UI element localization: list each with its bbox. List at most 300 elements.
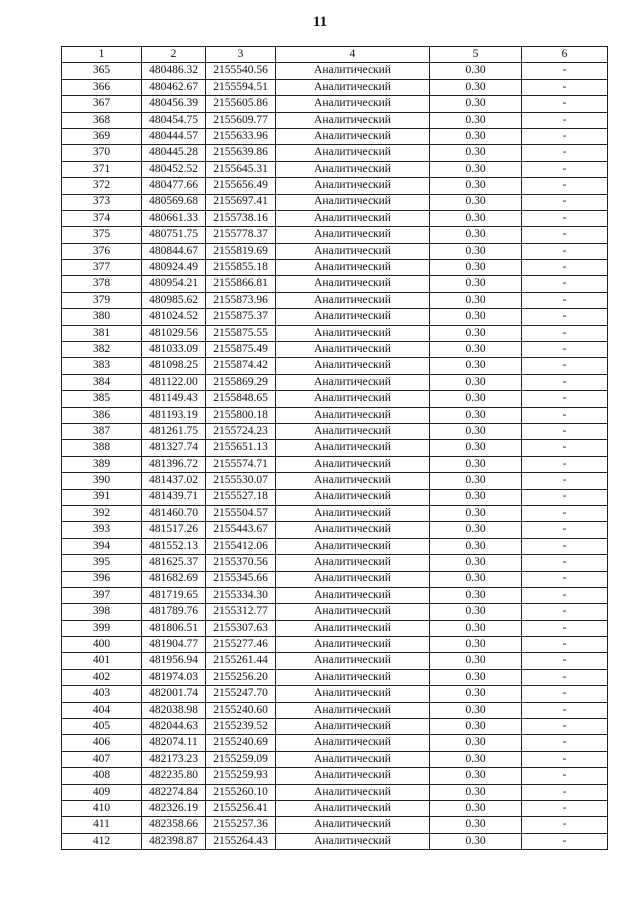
note-cell: - bbox=[522, 833, 608, 849]
x-coordinate-cell: 480954.21 bbox=[142, 276, 206, 292]
accuracy-cell: 0.30 bbox=[430, 653, 522, 669]
point-number-cell: 383 bbox=[62, 358, 142, 374]
point-number-cell: 376 bbox=[62, 243, 142, 259]
x-coordinate-cell: 481719.65 bbox=[142, 587, 206, 603]
accuracy-cell: 0.30 bbox=[430, 309, 522, 325]
accuracy-cell: 0.30 bbox=[430, 456, 522, 472]
x-coordinate-cell: 481024.52 bbox=[142, 309, 206, 325]
table-row bbox=[62, 719, 608, 735]
y-coordinate-cell: 2155345.66 bbox=[206, 571, 276, 587]
x-coordinate-cell: 481552.13 bbox=[142, 538, 206, 554]
note-cell: - bbox=[522, 112, 608, 128]
table-header-row bbox=[62, 47, 608, 63]
y-coordinate-cell: 2155633.96 bbox=[206, 128, 276, 144]
y-coordinate-cell: 2155261.44 bbox=[206, 653, 276, 669]
note-cell: - bbox=[522, 735, 608, 751]
table-row bbox=[62, 309, 608, 325]
x-coordinate-cell: 482074.11 bbox=[142, 735, 206, 751]
table-row bbox=[62, 194, 608, 210]
note-cell: - bbox=[522, 161, 608, 177]
y-coordinate-cell: 2155697.41 bbox=[206, 194, 276, 210]
method-cell: Аналитический bbox=[276, 571, 430, 587]
table-row bbox=[62, 440, 608, 456]
y-coordinate-cell: 2155307.63 bbox=[206, 620, 276, 636]
table-row bbox=[62, 817, 608, 833]
x-coordinate-cell: 481904.77 bbox=[142, 637, 206, 653]
method-cell: Аналитический bbox=[276, 391, 430, 407]
table-row bbox=[62, 686, 608, 702]
accuracy-cell: 0.30 bbox=[430, 227, 522, 243]
accuracy-cell: 0.30 bbox=[430, 702, 522, 718]
table-row bbox=[62, 161, 608, 177]
point-number-cell: 399 bbox=[62, 620, 142, 636]
y-coordinate-cell: 2155247.70 bbox=[206, 686, 276, 702]
x-coordinate-cell: 481439.71 bbox=[142, 489, 206, 505]
accuracy-cell: 0.30 bbox=[430, 276, 522, 292]
y-coordinate-cell: 2155875.37 bbox=[206, 309, 276, 325]
point-number-cell: 371 bbox=[62, 161, 142, 177]
accuracy-cell: 0.30 bbox=[430, 407, 522, 423]
column-header: 1 bbox=[62, 47, 142, 63]
table-row bbox=[62, 342, 608, 358]
point-number-cell: 412 bbox=[62, 833, 142, 849]
y-coordinate-cell: 2155656.49 bbox=[206, 178, 276, 194]
point-number-cell: 392 bbox=[62, 505, 142, 521]
note-cell: - bbox=[522, 784, 608, 800]
accuracy-cell: 0.30 bbox=[430, 587, 522, 603]
method-cell: Аналитический bbox=[276, 735, 430, 751]
accuracy-cell: 0.30 bbox=[430, 243, 522, 259]
y-coordinate-cell: 2155277.46 bbox=[206, 637, 276, 653]
note-cell: - bbox=[522, 751, 608, 767]
method-cell: Аналитический bbox=[276, 276, 430, 292]
x-coordinate-cell: 481625.37 bbox=[142, 555, 206, 571]
note-cell: - bbox=[522, 227, 608, 243]
y-coordinate-cell: 2155264.43 bbox=[206, 833, 276, 849]
method-cell: Аналитический bbox=[276, 751, 430, 767]
y-coordinate-cell: 2155874.42 bbox=[206, 358, 276, 374]
accuracy-cell: 0.30 bbox=[430, 817, 522, 833]
y-coordinate-cell: 2155651.13 bbox=[206, 440, 276, 456]
x-coordinate-cell: 482001.74 bbox=[142, 686, 206, 702]
point-number-cell: 410 bbox=[62, 800, 142, 816]
table-row bbox=[62, 620, 608, 636]
point-number-cell: 384 bbox=[62, 374, 142, 390]
x-coordinate-cell: 480445.28 bbox=[142, 145, 206, 161]
method-cell: Аналитический bbox=[276, 669, 430, 685]
table-row bbox=[62, 587, 608, 603]
x-coordinate-cell: 482274.84 bbox=[142, 784, 206, 800]
table-row bbox=[62, 260, 608, 276]
x-coordinate-cell: 480477.66 bbox=[142, 178, 206, 194]
y-coordinate-cell: 2155504.57 bbox=[206, 505, 276, 521]
table-row bbox=[62, 735, 608, 751]
x-coordinate-cell: 481789.76 bbox=[142, 604, 206, 620]
accuracy-cell: 0.30 bbox=[430, 751, 522, 767]
note-cell: - bbox=[522, 473, 608, 489]
note-cell: - bbox=[522, 243, 608, 259]
method-cell: Аналитический bbox=[276, 96, 430, 112]
method-cell: Аналитический bbox=[276, 800, 430, 816]
note-cell: - bbox=[522, 276, 608, 292]
point-number-cell: 373 bbox=[62, 194, 142, 210]
accuracy-cell: 0.30 bbox=[430, 686, 522, 702]
point-number-cell: 395 bbox=[62, 555, 142, 571]
note-cell: - bbox=[522, 800, 608, 816]
point-number-cell: 396 bbox=[62, 571, 142, 587]
y-coordinate-cell: 2155848.65 bbox=[206, 391, 276, 407]
method-cell: Аналитический bbox=[276, 407, 430, 423]
method-cell: Аналитический bbox=[276, 653, 430, 669]
note-cell: - bbox=[522, 128, 608, 144]
y-coordinate-cell: 2155875.55 bbox=[206, 325, 276, 341]
method-cell: Аналитический bbox=[276, 833, 430, 849]
accuracy-cell: 0.30 bbox=[430, 79, 522, 95]
y-coordinate-cell: 2155873.96 bbox=[206, 292, 276, 308]
x-coordinate-cell: 481956.94 bbox=[142, 653, 206, 669]
accuracy-cell: 0.30 bbox=[430, 555, 522, 571]
y-coordinate-cell: 2155875.49 bbox=[206, 342, 276, 358]
method-cell: Аналитический bbox=[276, 243, 430, 259]
method-cell: Аналитический bbox=[276, 702, 430, 718]
accuracy-cell: 0.30 bbox=[430, 260, 522, 276]
method-cell: Аналитический bbox=[276, 505, 430, 521]
note-cell: - bbox=[522, 374, 608, 390]
note-cell: - bbox=[522, 817, 608, 833]
accuracy-cell: 0.30 bbox=[430, 522, 522, 538]
accuracy-cell: 0.30 bbox=[430, 489, 522, 505]
note-cell: - bbox=[522, 719, 608, 735]
method-cell: Аналитический bbox=[276, 473, 430, 489]
accuracy-cell: 0.30 bbox=[430, 571, 522, 587]
x-coordinate-cell: 481974.03 bbox=[142, 669, 206, 685]
y-coordinate-cell: 2155819.69 bbox=[206, 243, 276, 259]
table-row bbox=[62, 751, 608, 767]
method-cell: Аналитический bbox=[276, 555, 430, 571]
method-cell: Аналитический bbox=[276, 210, 430, 226]
method-cell: Аналитический bbox=[276, 63, 430, 79]
column-header: 6 bbox=[522, 47, 608, 63]
method-cell: Аналитический bbox=[276, 719, 430, 735]
x-coordinate-cell: 482044.63 bbox=[142, 719, 206, 735]
note-cell: - bbox=[522, 194, 608, 210]
table-row bbox=[62, 178, 608, 194]
x-coordinate-cell: 481149.43 bbox=[142, 391, 206, 407]
x-coordinate-cell: 481193.19 bbox=[142, 407, 206, 423]
method-cell: Аналитический bbox=[276, 587, 430, 603]
point-number-cell: 369 bbox=[62, 128, 142, 144]
y-coordinate-cell: 2155412.06 bbox=[206, 538, 276, 554]
table-row bbox=[62, 210, 608, 226]
point-number-cell: 411 bbox=[62, 817, 142, 833]
x-coordinate-cell: 481261.75 bbox=[142, 423, 206, 439]
y-coordinate-cell: 2155778.37 bbox=[206, 227, 276, 243]
accuracy-cell: 0.30 bbox=[430, 538, 522, 554]
accuracy-cell: 0.30 bbox=[430, 112, 522, 128]
method-cell: Аналитический bbox=[276, 145, 430, 161]
method-cell: Аналитический bbox=[276, 620, 430, 636]
column-header: 5 bbox=[430, 47, 522, 63]
point-number-cell: 406 bbox=[62, 735, 142, 751]
point-number-cell: 407 bbox=[62, 751, 142, 767]
note-cell: - bbox=[522, 423, 608, 439]
table-row bbox=[62, 407, 608, 423]
x-coordinate-cell: 480456.39 bbox=[142, 96, 206, 112]
table-row bbox=[62, 604, 608, 620]
point-number-cell: 401 bbox=[62, 653, 142, 669]
point-number-cell: 367 bbox=[62, 96, 142, 112]
x-coordinate-cell: 480661.33 bbox=[142, 210, 206, 226]
table-row bbox=[62, 768, 608, 784]
accuracy-cell: 0.30 bbox=[430, 161, 522, 177]
note-cell: - bbox=[522, 440, 608, 456]
x-coordinate-cell: 480462.67 bbox=[142, 79, 206, 95]
y-coordinate-cell: 2155645.31 bbox=[206, 161, 276, 177]
note-cell: - bbox=[522, 391, 608, 407]
x-coordinate-cell: 480569.68 bbox=[142, 194, 206, 210]
y-coordinate-cell: 2155540.56 bbox=[206, 63, 276, 79]
x-coordinate-cell: 480751.75 bbox=[142, 227, 206, 243]
point-number-cell: 374 bbox=[62, 210, 142, 226]
accuracy-cell: 0.30 bbox=[430, 604, 522, 620]
accuracy-cell: 0.30 bbox=[430, 96, 522, 112]
column-header: 2 bbox=[142, 47, 206, 63]
y-coordinate-cell: 2155855.18 bbox=[206, 260, 276, 276]
x-coordinate-cell: 482326.19 bbox=[142, 800, 206, 816]
note-cell: - bbox=[522, 325, 608, 341]
accuracy-cell: 0.30 bbox=[430, 342, 522, 358]
table-row bbox=[62, 505, 608, 521]
note-cell: - bbox=[522, 571, 608, 587]
note-cell: - bbox=[522, 342, 608, 358]
method-cell: Аналитический bbox=[276, 637, 430, 653]
y-coordinate-cell: 2155800.18 bbox=[206, 407, 276, 423]
method-cell: Аналитический bbox=[276, 194, 430, 210]
table-row bbox=[62, 637, 608, 653]
x-coordinate-cell: 480452.52 bbox=[142, 161, 206, 177]
method-cell: Аналитический bbox=[276, 178, 430, 194]
point-number-cell: 397 bbox=[62, 587, 142, 603]
accuracy-cell: 0.30 bbox=[430, 505, 522, 521]
point-number-cell: 408 bbox=[62, 768, 142, 784]
x-coordinate-cell: 480444.57 bbox=[142, 128, 206, 144]
note-cell: - bbox=[522, 63, 608, 79]
table-row bbox=[62, 833, 608, 849]
point-number-cell: 381 bbox=[62, 325, 142, 341]
x-coordinate-cell: 480454.75 bbox=[142, 112, 206, 128]
x-coordinate-cell: 482358.66 bbox=[142, 817, 206, 833]
point-number-cell: 372 bbox=[62, 178, 142, 194]
x-coordinate-cell: 480924.49 bbox=[142, 260, 206, 276]
note-cell: - bbox=[522, 145, 608, 161]
x-coordinate-cell: 480985.62 bbox=[142, 292, 206, 308]
x-coordinate-cell: 481098.25 bbox=[142, 358, 206, 374]
column-header: 3 bbox=[206, 47, 276, 63]
table-row bbox=[62, 571, 608, 587]
note-cell: - bbox=[522, 358, 608, 374]
x-coordinate-cell: 481122.00 bbox=[142, 374, 206, 390]
y-coordinate-cell: 2155259.93 bbox=[206, 768, 276, 784]
y-coordinate-cell: 2155312.77 bbox=[206, 604, 276, 620]
method-cell: Аналитический bbox=[276, 538, 430, 554]
accuracy-cell: 0.30 bbox=[430, 833, 522, 849]
accuracy-cell: 0.30 bbox=[430, 145, 522, 161]
point-number-cell: 394 bbox=[62, 538, 142, 554]
point-number-cell: 403 bbox=[62, 686, 142, 702]
table-row bbox=[62, 669, 608, 685]
method-cell: Аналитический bbox=[276, 128, 430, 144]
x-coordinate-cell: 482398.87 bbox=[142, 833, 206, 849]
table-row bbox=[62, 79, 608, 95]
point-number-cell: 368 bbox=[62, 112, 142, 128]
table-row bbox=[62, 325, 608, 341]
column-header: 4 bbox=[276, 47, 430, 63]
accuracy-cell: 0.30 bbox=[430, 423, 522, 439]
table-row bbox=[62, 243, 608, 259]
x-coordinate-cell: 481460.70 bbox=[142, 505, 206, 521]
note-cell: - bbox=[522, 620, 608, 636]
x-coordinate-cell: 481033.09 bbox=[142, 342, 206, 358]
accuracy-cell: 0.30 bbox=[430, 473, 522, 489]
note-cell: - bbox=[522, 260, 608, 276]
note-cell: - bbox=[522, 686, 608, 702]
point-number-cell: 375 bbox=[62, 227, 142, 243]
table-row bbox=[62, 145, 608, 161]
note-cell: - bbox=[522, 178, 608, 194]
table-row bbox=[62, 96, 608, 112]
method-cell: Аналитический bbox=[276, 309, 430, 325]
y-coordinate-cell: 2155574.71 bbox=[206, 456, 276, 472]
table-row bbox=[62, 423, 608, 439]
x-coordinate-cell: 482173.23 bbox=[142, 751, 206, 767]
method-cell: Аналитический bbox=[276, 374, 430, 390]
table-row bbox=[62, 358, 608, 374]
note-cell: - bbox=[522, 79, 608, 95]
point-number-cell: 409 bbox=[62, 784, 142, 800]
table-row bbox=[62, 456, 608, 472]
x-coordinate-cell: 481517.26 bbox=[142, 522, 206, 538]
accuracy-cell: 0.30 bbox=[430, 735, 522, 751]
table-row bbox=[62, 555, 608, 571]
y-coordinate-cell: 2155256.20 bbox=[206, 669, 276, 685]
method-cell: Аналитический bbox=[276, 686, 430, 702]
point-number-cell: 402 bbox=[62, 669, 142, 685]
table-row bbox=[62, 276, 608, 292]
x-coordinate-cell: 481682.69 bbox=[142, 571, 206, 587]
accuracy-cell: 0.30 bbox=[430, 391, 522, 407]
table-row bbox=[62, 374, 608, 390]
x-coordinate-cell: 480844.67 bbox=[142, 243, 206, 259]
accuracy-cell: 0.30 bbox=[430, 358, 522, 374]
table-row bbox=[62, 702, 608, 718]
point-number-cell: 377 bbox=[62, 260, 142, 276]
point-number-cell: 370 bbox=[62, 145, 142, 161]
x-coordinate-cell: 482235.80 bbox=[142, 768, 206, 784]
y-coordinate-cell: 2155738.16 bbox=[206, 210, 276, 226]
x-coordinate-cell: 481396.72 bbox=[142, 456, 206, 472]
table-row bbox=[62, 391, 608, 407]
y-coordinate-cell: 2155370.56 bbox=[206, 555, 276, 571]
method-cell: Аналитический bbox=[276, 292, 430, 308]
note-cell: - bbox=[522, 538, 608, 554]
point-number-cell: 391 bbox=[62, 489, 142, 505]
method-cell: Аналитический bbox=[276, 456, 430, 472]
y-coordinate-cell: 2155257.36 bbox=[206, 817, 276, 833]
y-coordinate-cell: 2155240.60 bbox=[206, 702, 276, 718]
note-cell: - bbox=[522, 587, 608, 603]
note-cell: - bbox=[522, 653, 608, 669]
table-row bbox=[62, 227, 608, 243]
point-number-cell: 379 bbox=[62, 292, 142, 308]
note-cell: - bbox=[522, 456, 608, 472]
table-row bbox=[62, 292, 608, 308]
method-cell: Аналитический bbox=[276, 227, 430, 243]
accuracy-cell: 0.30 bbox=[430, 374, 522, 390]
table-row bbox=[62, 784, 608, 800]
method-cell: Аналитический bbox=[276, 784, 430, 800]
table-row bbox=[62, 489, 608, 505]
y-coordinate-cell: 2155259.09 bbox=[206, 751, 276, 767]
note-cell: - bbox=[522, 407, 608, 423]
accuracy-cell: 0.30 bbox=[430, 637, 522, 653]
point-number-cell: 389 bbox=[62, 456, 142, 472]
note-cell: - bbox=[522, 768, 608, 784]
table-row bbox=[62, 128, 608, 144]
method-cell: Аналитический bbox=[276, 342, 430, 358]
y-coordinate-cell: 2155240.69 bbox=[206, 735, 276, 751]
point-number-cell: 393 bbox=[62, 522, 142, 538]
x-coordinate-cell: 481806.51 bbox=[142, 620, 206, 636]
accuracy-cell: 0.30 bbox=[430, 325, 522, 341]
note-cell: - bbox=[522, 522, 608, 538]
method-cell: Аналитический bbox=[276, 358, 430, 374]
y-coordinate-cell: 2155260.10 bbox=[206, 784, 276, 800]
note-cell: - bbox=[522, 702, 608, 718]
point-number-cell: 378 bbox=[62, 276, 142, 292]
x-coordinate-cell: 481029.56 bbox=[142, 325, 206, 341]
table-row bbox=[62, 538, 608, 554]
y-coordinate-cell: 2155530.07 bbox=[206, 473, 276, 489]
point-number-cell: 390 bbox=[62, 473, 142, 489]
method-cell: Аналитический bbox=[276, 489, 430, 505]
point-number-cell: 366 bbox=[62, 79, 142, 95]
coordinates-table bbox=[61, 46, 608, 850]
accuracy-cell: 0.30 bbox=[430, 620, 522, 636]
accuracy-cell: 0.30 bbox=[430, 210, 522, 226]
note-cell: - bbox=[522, 637, 608, 653]
method-cell: Аналитический bbox=[276, 522, 430, 538]
y-coordinate-cell: 2155724.23 bbox=[206, 423, 276, 439]
x-coordinate-cell: 481327.74 bbox=[142, 440, 206, 456]
method-cell: Аналитический bbox=[276, 112, 430, 128]
y-coordinate-cell: 2155443.67 bbox=[206, 522, 276, 538]
note-cell: - bbox=[522, 210, 608, 226]
point-number-cell: 388 bbox=[62, 440, 142, 456]
point-number-cell: 400 bbox=[62, 637, 142, 653]
accuracy-cell: 0.30 bbox=[430, 669, 522, 685]
note-cell: - bbox=[522, 669, 608, 685]
accuracy-cell: 0.30 bbox=[430, 440, 522, 456]
y-coordinate-cell: 2155605.86 bbox=[206, 96, 276, 112]
accuracy-cell: 0.30 bbox=[430, 800, 522, 816]
note-cell: - bbox=[522, 489, 608, 505]
method-cell: Аналитический bbox=[276, 817, 430, 833]
accuracy-cell: 0.30 bbox=[430, 784, 522, 800]
method-cell: Аналитический bbox=[276, 325, 430, 341]
accuracy-cell: 0.30 bbox=[430, 719, 522, 735]
x-coordinate-cell: 480486.32 bbox=[142, 63, 206, 79]
y-coordinate-cell: 2155866.81 bbox=[206, 276, 276, 292]
